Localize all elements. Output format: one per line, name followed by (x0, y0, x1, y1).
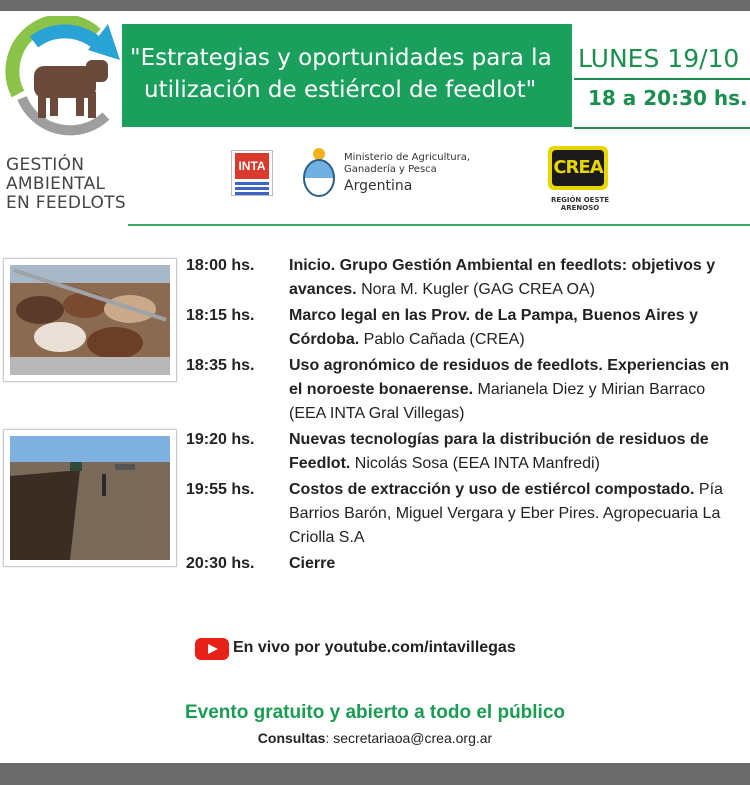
contact-email[interactable]: : secretariaoa@crea.org.ar (325, 730, 493, 746)
event-time: 18 a 20:30 hs. (588, 86, 748, 110)
ministerio-line: Ministerio de Agricultura, (344, 152, 471, 163)
inta-stripe (235, 187, 269, 190)
schedule-title: Nuevas tecnologías para la distribución de residuos de Feedlot. (289, 431, 709, 472)
bottom-frame-bar (0, 763, 750, 785)
schedule-row (186, 254, 746, 302)
contact-label: Consultas (257, 730, 326, 746)
crea-region-line: ARENOSO (560, 204, 600, 212)
inta-stripe (235, 192, 269, 195)
inta-logo-text: INTA (235, 153, 269, 179)
schedule-row (186, 478, 746, 550)
crea-region-line: REGIÓN OESTE (550, 196, 610, 204)
schedule-title: Costos de extracción y uso de estiércol compostado. (289, 481, 695, 498)
date-divider (574, 78, 750, 80)
org-line: EN FEEDLOTS (6, 193, 126, 213)
schedule-list (186, 254, 746, 578)
argentina-shield-icon (300, 146, 338, 198)
field-photo (3, 429, 177, 567)
schedule-row (186, 354, 746, 426)
schedule-description (289, 428, 746, 476)
gestion-ambiental-logo-icon (4, 16, 126, 136)
crea-region (548, 196, 612, 212)
youtube-link-text: En vivo por youtube.com/intavillegas (233, 639, 516, 656)
schedule-title: Cierre (289, 555, 336, 572)
org-line: AMBIENTAL (6, 174, 106, 194)
schedule-description (289, 552, 746, 576)
crea-logo (548, 146, 608, 190)
field-photo-image (10, 436, 170, 560)
schedule-description (289, 478, 746, 550)
schedule-time: 18:00 hs. (186, 257, 255, 274)
header-divider (574, 127, 750, 129)
schedule-title: Marco legal en las Prov. de La Pampa, Buenos Aires y Córdoba. (289, 307, 699, 348)
schedule-speaker: Marianela Diez y Mirian Barraco (EEA INTA Gral Villegas) (289, 381, 706, 422)
schedule-speaker: Nora M. Kugler (GAG CREA OA) (361, 281, 595, 298)
event-title-banner (122, 24, 572, 127)
event-title-line: utilización de estiércol de feedlot" (144, 77, 537, 103)
event-title-line: "Estrategias y oportunidades para la (130, 45, 552, 71)
org-line: GESTIÓN (6, 155, 85, 175)
schedule-row (186, 428, 746, 476)
youtube-icon (195, 638, 229, 660)
free-event-note: Evento gratuito y abierto a todo el público (184, 702, 566, 723)
schedule-time: 18:15 hs. (186, 307, 255, 324)
schedule-speaker: Nicolás Sosa (EEA INTA Manfredi) (354, 455, 600, 472)
schedule-description (289, 254, 746, 302)
ministerio-logo (300, 146, 500, 202)
inta-stripe (235, 182, 269, 185)
inta-logo (231, 150, 273, 196)
event-date: LUNES 19/10 (578, 44, 740, 73)
schedule-time: 18:35 hs. (186, 357, 255, 374)
schedule-speaker: Pablo Cañada (CREA) (363, 331, 525, 348)
cattle-photo (3, 258, 177, 382)
cattle-photo-image (10, 265, 170, 375)
ministerio-line: Ganadería y Pesca (344, 164, 437, 175)
section-divider (128, 224, 750, 226)
schedule-description (289, 304, 746, 352)
schedule-description (289, 354, 746, 426)
schedule-speaker: Pía Barrios Barón, Miguel Vergara y Eber Pires. Agropecuaria La Criolla S.A (289, 481, 723, 546)
org-name (6, 156, 146, 213)
schedule-title: Inicio. Grupo Gestión Ambiental en feedlots: objetivos y avances. (289, 257, 716, 298)
schedule-time: 19:20 hs. (186, 431, 255, 448)
crea-logo-text: CREA (552, 150, 604, 186)
schedule-time: 20:30 hs. (186, 555, 255, 572)
schedule-time: 19:55 hs. (186, 481, 255, 498)
schedule-row (186, 552, 746, 576)
ministerio-country: Argentina (344, 178, 413, 194)
schedule-title: Uso agronómico de residuos de feedlots. Experiencias en el noroeste bonaerense. (289, 357, 730, 398)
top-frame-bar (0, 0, 750, 11)
schedule-row (186, 304, 746, 352)
event-date-box (574, 26, 750, 126)
contact-line (0, 730, 750, 746)
